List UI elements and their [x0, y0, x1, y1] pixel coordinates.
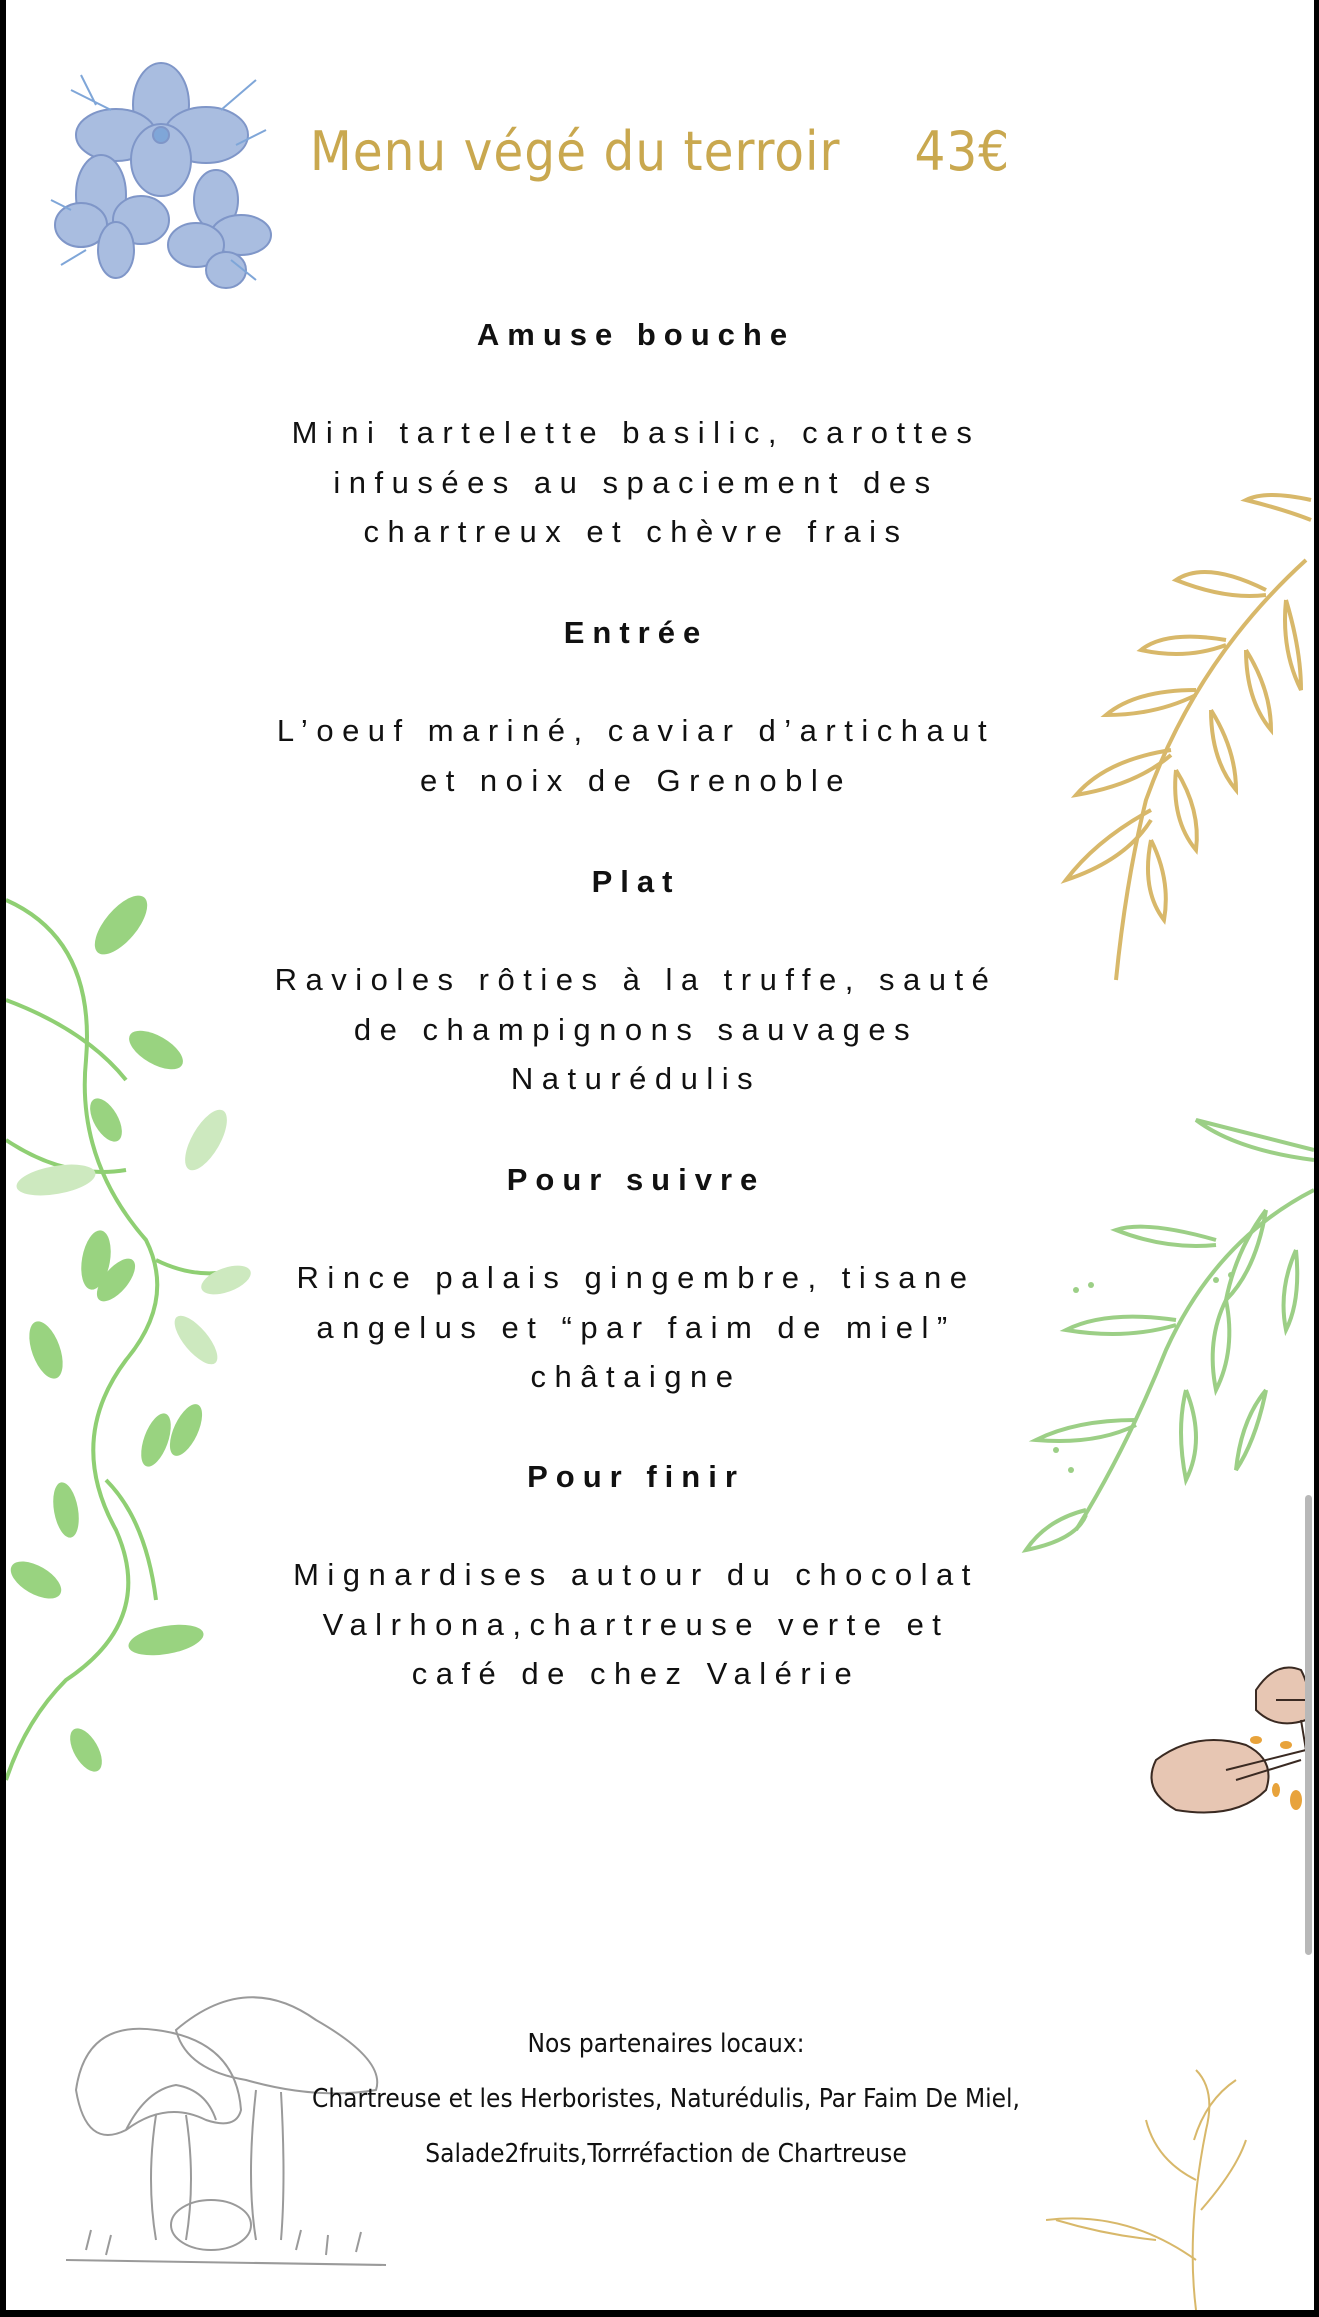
menu-page [6, 0, 1314, 2310]
course-title: Entrée [563, 615, 709, 650]
course-plat [216, 857, 1056, 1104]
course-line: Mini tartelette basilic, carottes [291, 415, 981, 450]
partners-line: Salade2fruits,Torrréfaction de Chartreuse [425, 2139, 907, 2169]
course-amuse-bouche [216, 310, 1056, 557]
title-row [6, 120, 1314, 183]
course-line: L’oeuf mariné, caviar d’artichaut [276, 713, 996, 748]
course-line: Valrhona,chartreuse verte et [322, 1606, 950, 1642]
course-pour-suivre [216, 1155, 1056, 1402]
course-line: café de chez Valérie [411, 1656, 861, 1691]
pink-flower-icon [1136, 1650, 1314, 1840]
course-line: chartreux et chèvre frais [363, 514, 909, 549]
menu-title: Menu végé du terroir [309, 120, 841, 183]
course-line: Naturédulis [510, 1061, 762, 1096]
gold-sprig-icon [1046, 2060, 1266, 2310]
course-line: angelus et “par faim de miel” [316, 1309, 956, 1345]
course-description [216, 955, 1056, 1104]
course-line: châtaigne [530, 1359, 742, 1394]
menu-price: 43€ [914, 120, 1011, 183]
course-description [216, 1253, 1056, 1402]
course-line: Ravioles rôties à la truffe, sauté [274, 962, 998, 997]
partners-line: Chartreuse et les Herboristes, Naturédulis, Par Faim De Miel, [312, 2084, 1020, 2114]
course-title: Plat [591, 864, 681, 899]
course-title: Amuse bouche [476, 317, 796, 352]
course-title: Pour finir [527, 1459, 745, 1494]
course-entree [216, 608, 1056, 805]
course-title: Pour suivre [506, 1162, 766, 1197]
course-description [216, 1550, 1056, 1699]
course-line: Rince palais gingembre, tisane [296, 1260, 976, 1295]
course-pour-finir [216, 1452, 1056, 1699]
partners-heading: Nos partenaires locaux: [527, 2029, 805, 2059]
course-line: et noix de Grenoble [419, 762, 853, 798]
course-line: de champignons sauvages [353, 1011, 919, 1047]
course-description [216, 408, 1056, 557]
partners-section [276, 2017, 1056, 2182]
course-description [216, 706, 1056, 805]
course-line: Mignardises autour du chocolat [293, 1557, 979, 1592]
course-line: infusées au spaciement des [333, 464, 939, 500]
gold-fern-icon [1046, 480, 1314, 990]
green-branch-icon [1016, 1090, 1314, 1570]
scrollbar[interactable] [1305, 1495, 1312, 1955]
